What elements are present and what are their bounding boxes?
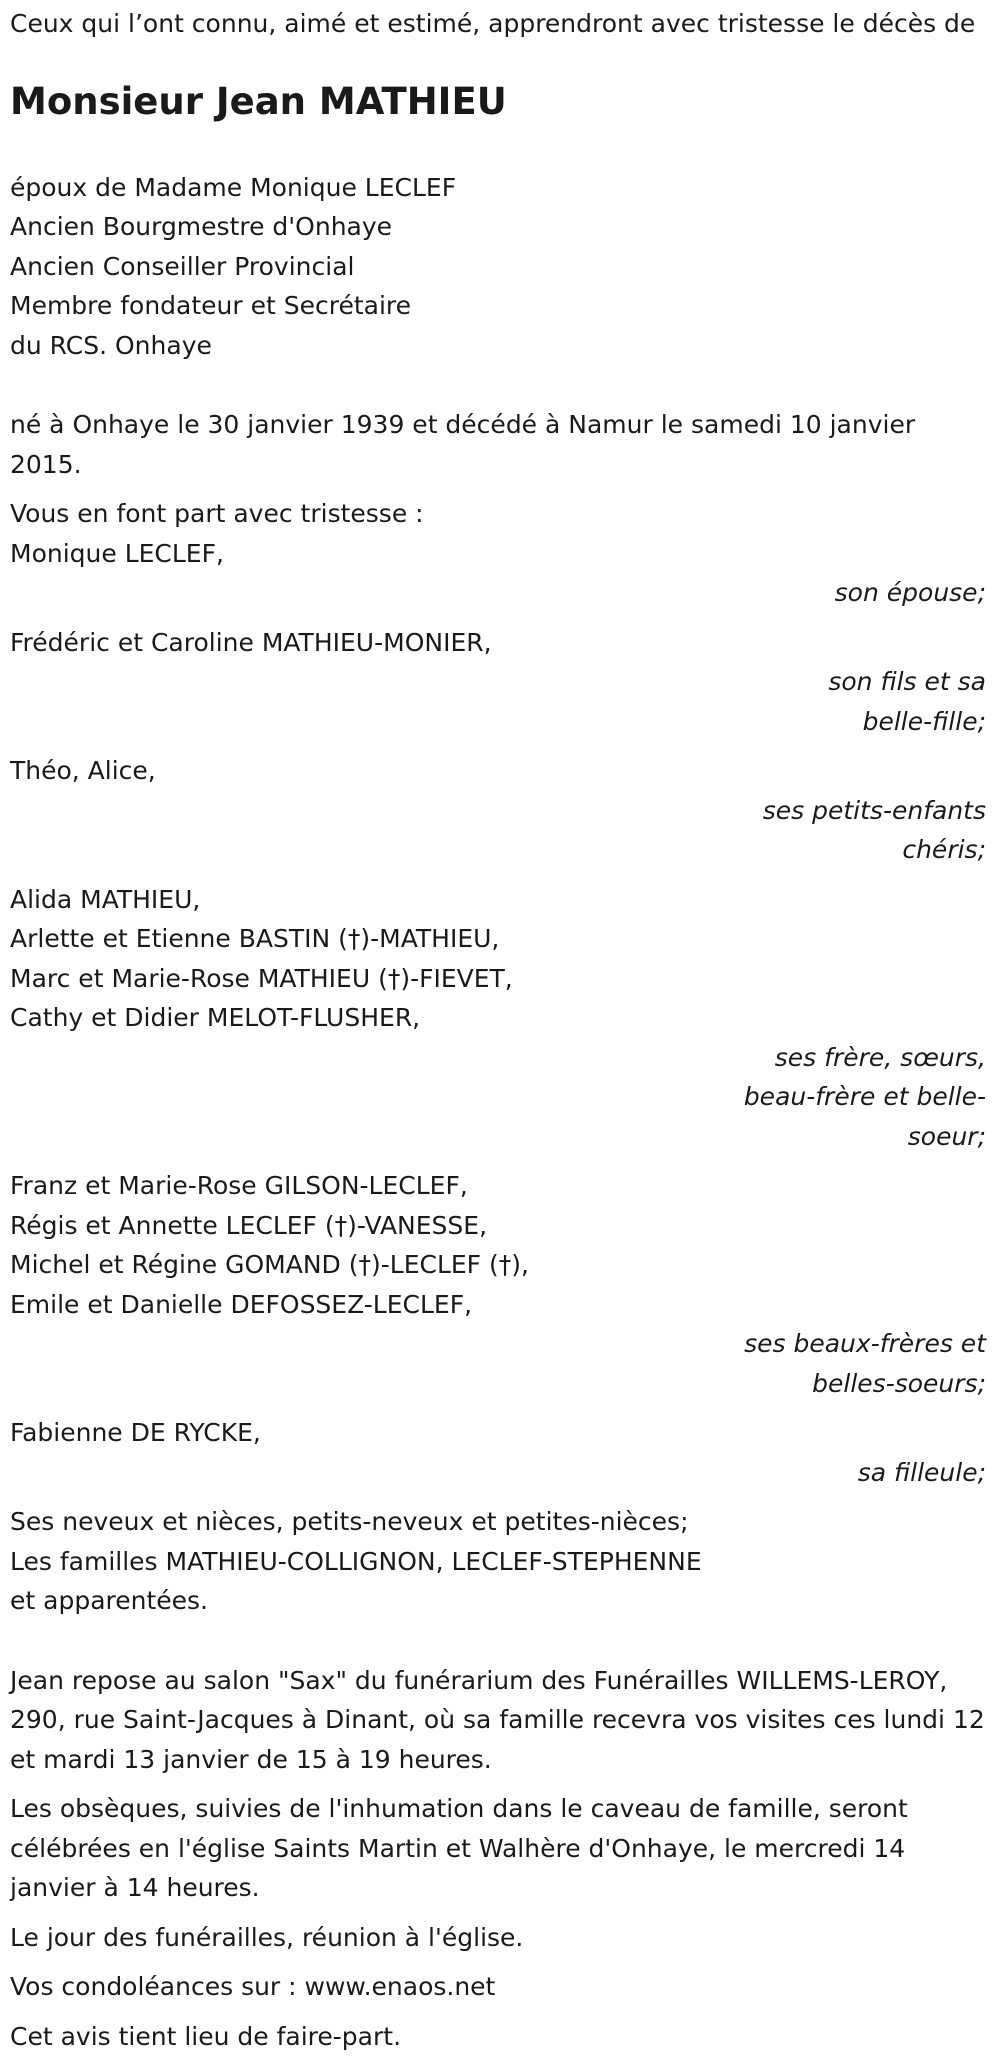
title-line: époux de Madame Monique LECLEF bbox=[10, 172, 457, 202]
title-line: du RCS. Onhaye bbox=[10, 330, 212, 360]
family-group bbox=[10, 1413, 986, 1492]
extended-family-line: Les familles MATHIEU-COLLIGNON, LECLEF-STEPHENNE bbox=[10, 1546, 702, 1576]
family-relation: sa filleule; bbox=[857, 1457, 986, 1487]
extended-family-line: et apparentées. bbox=[10, 1586, 208, 1615]
family-group bbox=[10, 880, 986, 1157]
funeral-text: Les obsèques, suivies de l'inhumation dans le caveau de famille, seront célébrées en l'église Saints Martin et Walhère d'Onhaye, le mercredi 14 janvier à 14 heures. bbox=[10, 1794, 908, 1902]
family-relation: ses frère, sœurs, beau-frère et belle-soeur; bbox=[743, 1042, 986, 1151]
family-group bbox=[10, 1166, 986, 1403]
family-names: Cathy et Didier MELOT-FLUSHER, bbox=[10, 1003, 421, 1032]
notice-text: Cet avis tient lieu de faire-part. bbox=[10, 2021, 402, 2051]
family-names: Fabienne DE RYCKE, bbox=[10, 1418, 261, 1447]
birth-death-text: né à Onhaye le 30 janvier 1939 et décédé à Namur le samedi 10 janvier 2015. bbox=[10, 410, 916, 479]
family-names: Franz et Marie-Rose GILSON-LECLEF, bbox=[10, 1171, 468, 1200]
condolences-text: Vos condoléances sur : www.enaos.net bbox=[10, 1972, 496, 2001]
title-line: Membre fondateur et Secrétaire bbox=[10, 291, 412, 320]
family-names: Emile et Danielle DEFOSSEZ-LECLEF, bbox=[10, 1289, 473, 1319]
family-names: Arlette et Etienne BASTIN (†)-MATHIEU, bbox=[10, 924, 500, 953]
deceased-name: Monsieur Jean MATHIEU bbox=[10, 79, 507, 123]
family-group bbox=[10, 751, 986, 870]
meeting-text: Le jour des funérailles, réunion à l'église. bbox=[10, 1922, 524, 1952]
title-line: Ancien Bourgmestre d'Onhaye bbox=[10, 212, 393, 241]
family-relation: ses beaux-frères et belles-soeurs; bbox=[744, 1329, 986, 1398]
family-group bbox=[10, 623, 986, 742]
intro-text: Ceux qui l’ont connu, aimé et estimé, apprendront avec tristesse le décès de bbox=[10, 9, 976, 38]
family-names: Alida MATHIEU, bbox=[10, 884, 201, 914]
family-names: Marc et Marie-Rose MATHIEU (†)-FIEVET, bbox=[10, 963, 513, 993]
family-names: Michel et Régine GOMAND (†)-LECLEF (†), bbox=[10, 1250, 529, 1279]
visitation-text: Jean repose au salon "Sax" du funérarium des Funérailles WILLEMS-LEROY, 290, rue Saint-Jacques à Dinant, où sa famille recevra vos visites ces lundi 12 et mardi 13 janvier de 15 à 19 heures. bbox=[10, 1665, 985, 1774]
family-relation: son épouse; bbox=[834, 578, 986, 607]
extended-family-block bbox=[10, 1502, 986, 1621]
family-relation: ses petits-enfants chéris; bbox=[762, 795, 986, 864]
family-names: Frédéric et Caroline MATHIEU-MONIER, bbox=[10, 627, 492, 657]
family-group bbox=[10, 534, 986, 613]
announce-text: Vous en font part avec tristesse : bbox=[10, 499, 424, 528]
family-names: Monique LECLEF, bbox=[10, 538, 224, 568]
family-relation: son fils et sa belle-fille; bbox=[828, 667, 986, 736]
family-names: Théo, Alice, bbox=[10, 756, 156, 785]
titles-block bbox=[10, 168, 986, 366]
obituary-notice bbox=[10, 4, 986, 2066]
extended-family-line: Ses neveux et nièces, petits-neveux et petites-nièces; bbox=[10, 1507, 689, 1536]
family-names: Régis et Annette LECLEF (†)-VANESSE, bbox=[10, 1210, 488, 1240]
title-line: Ancien Conseiller Provincial bbox=[10, 251, 355, 281]
